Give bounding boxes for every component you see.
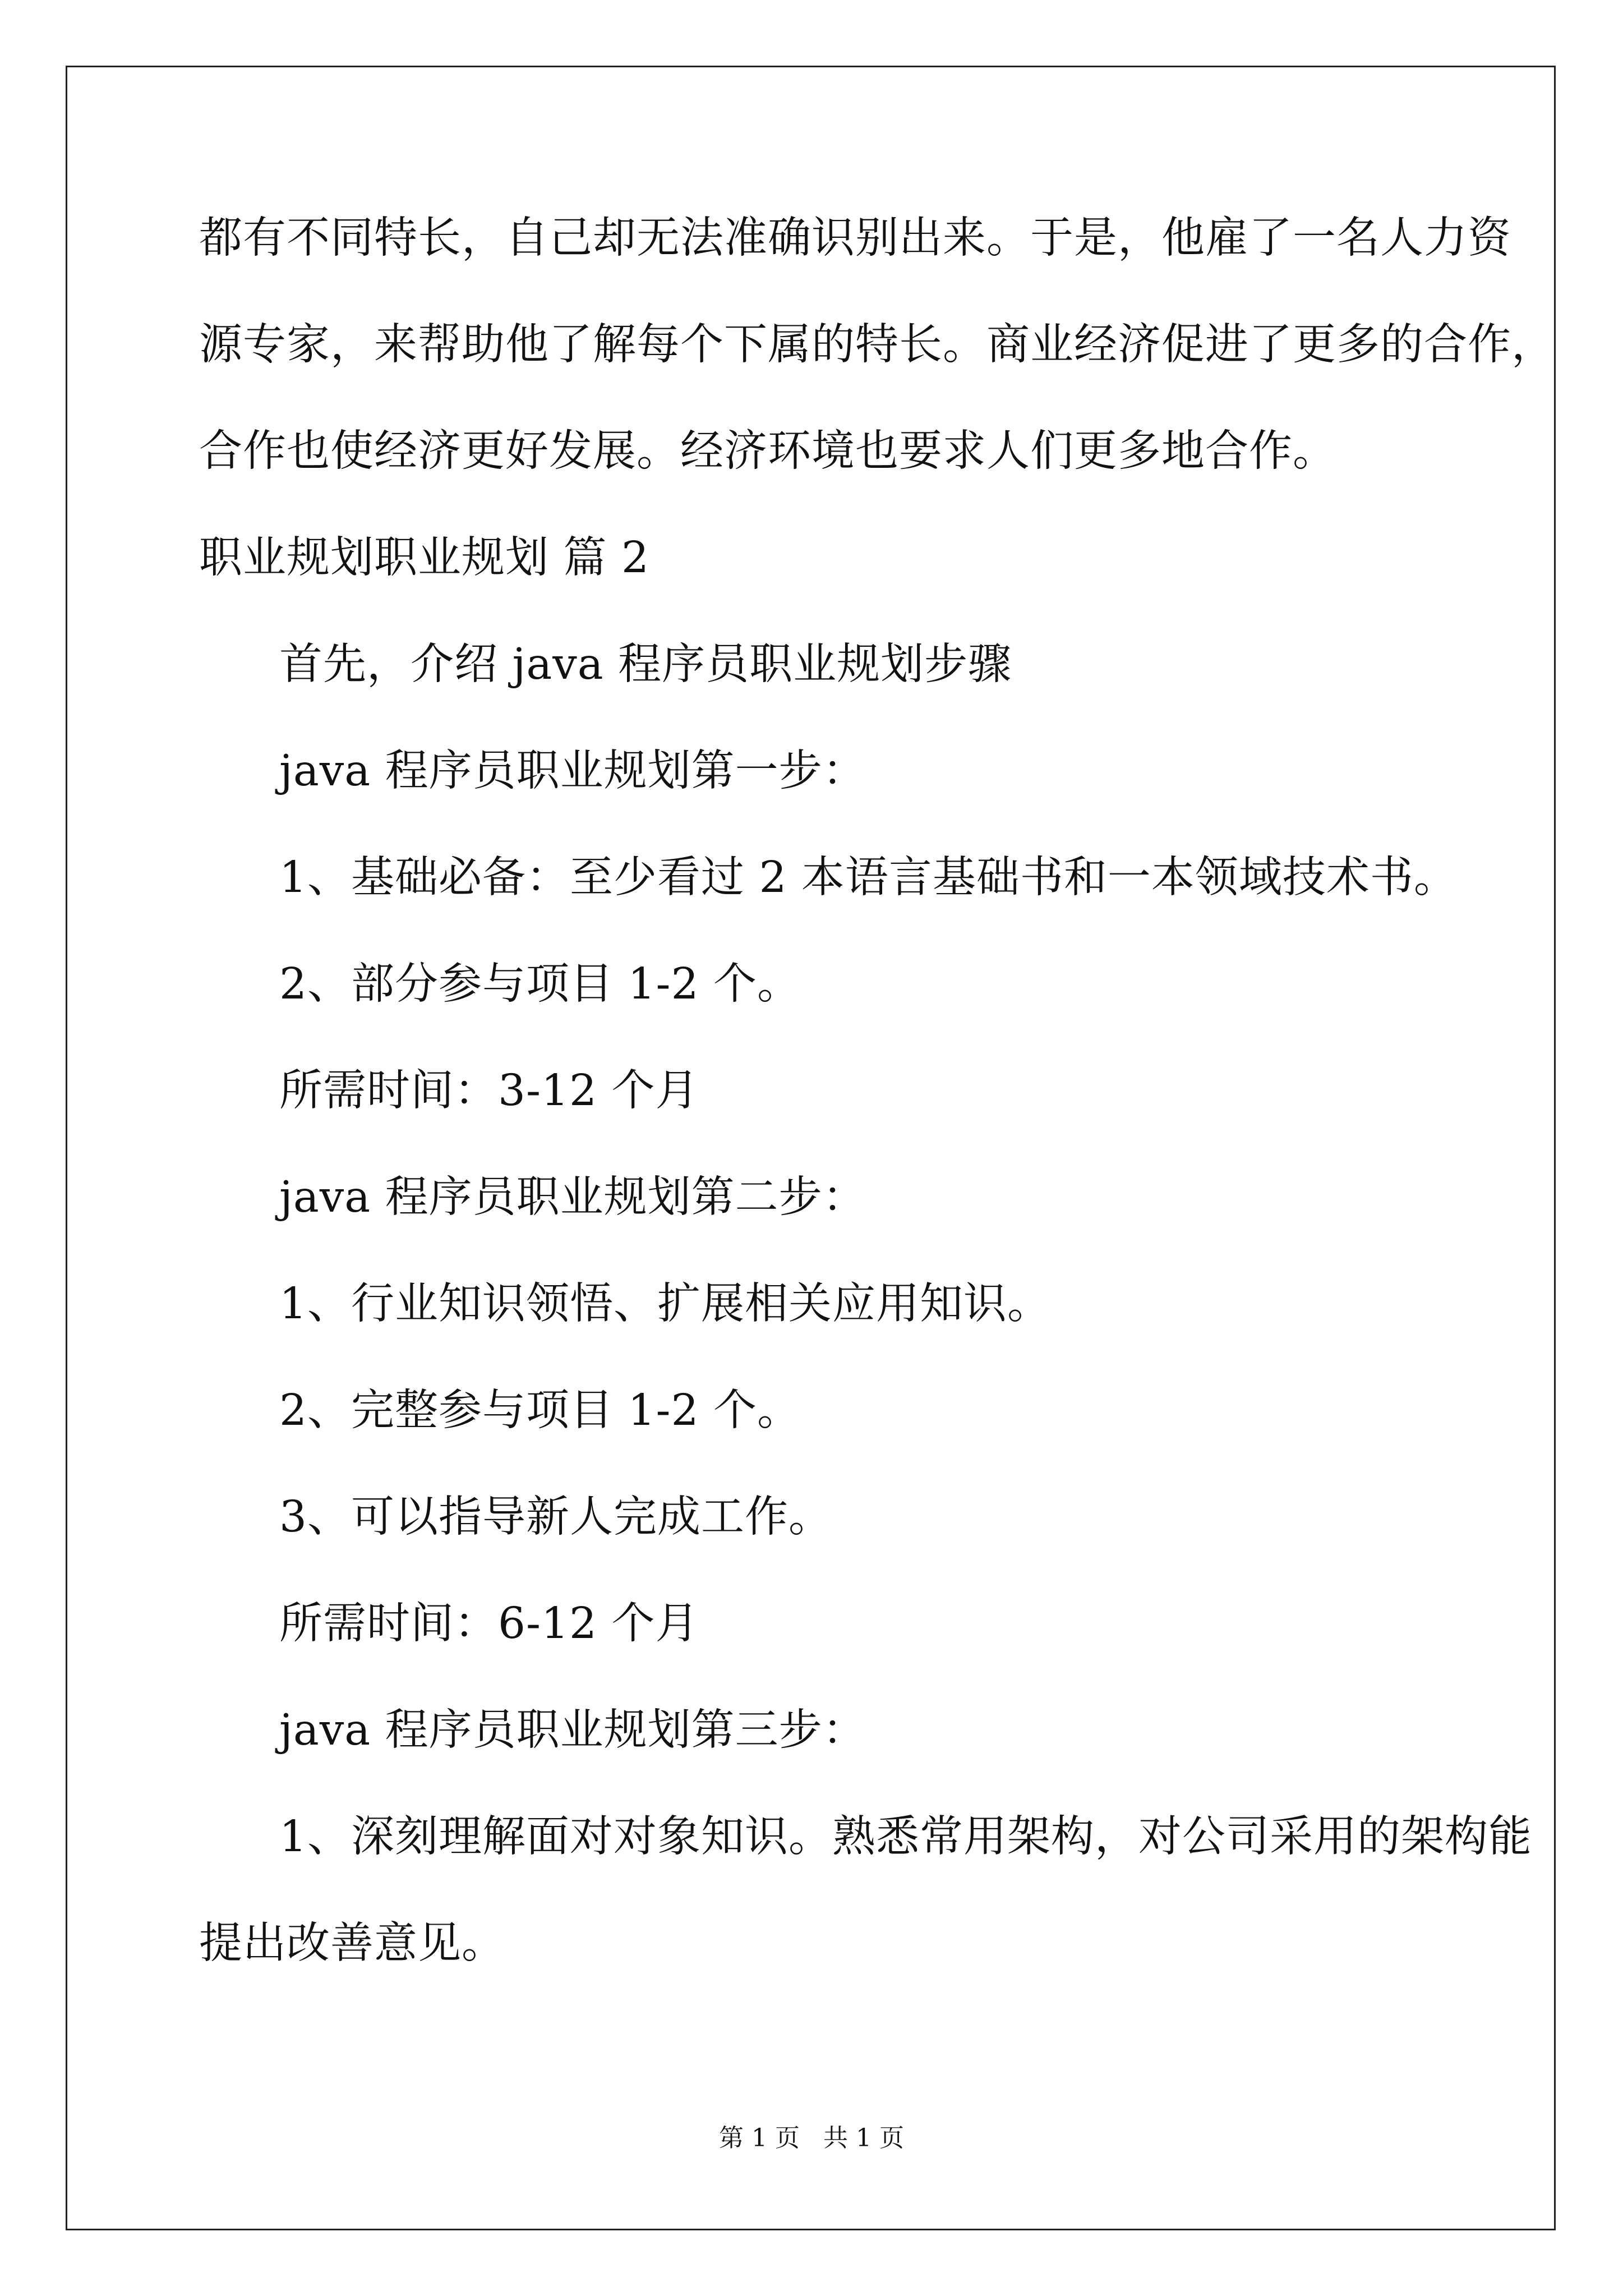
time-required: 所需时间：3-12 个月 [279,1066,699,1116]
paragraph-line: 源专家，来帮助他了解每个下属的特长。商业经济促进了更多的合作， [199,320,1555,370]
list-item: 1、行业知识领悟、扩展相关应用知识。 [279,1279,1051,1329]
paragraph-line: 合作也使经济更好发展。经济环境也要求人们更多地合作。 [199,426,1336,476]
page-number: 第 1 页 共 1 页 [719,2124,904,2152]
list-item: 1、深刻理解面对对象知识。熟悉常用架构，对公司采用的架构能 [279,1812,1532,1862]
step-heading: java 程序员职业规划第三步： [279,1705,866,1755]
list-item: 1、基础必备：至少看过 2 本语言基础书和一本领域技术书。 [279,853,1458,903]
list-item: 2、部分参与项目 1-2 个。 [279,959,801,1009]
page-border [66,66,1556,2230]
paragraph-line: 提出改善意见。 [199,1918,505,1968]
time-required: 所需时间：6-12 个月 [279,1599,699,1649]
step-heading: java 程序员职业规划第二步： [279,1172,866,1222]
intro-line: 首先，介绍 java 程序员职业规划步骤 [279,639,1012,689]
list-item: 2、完整参与项目 1-2 个。 [279,1386,801,1435]
paragraph-line: 都有不同特长，自己却无法准确识别出来。于是，他雇了一名人力资 [199,213,1511,263]
section-title: 职业规划职业规划 篇 2 [199,533,649,583]
list-item: 3、可以指导新人完成工作。 [279,1492,832,1542]
step-heading: java 程序员职业规划第一步： [279,746,866,796]
